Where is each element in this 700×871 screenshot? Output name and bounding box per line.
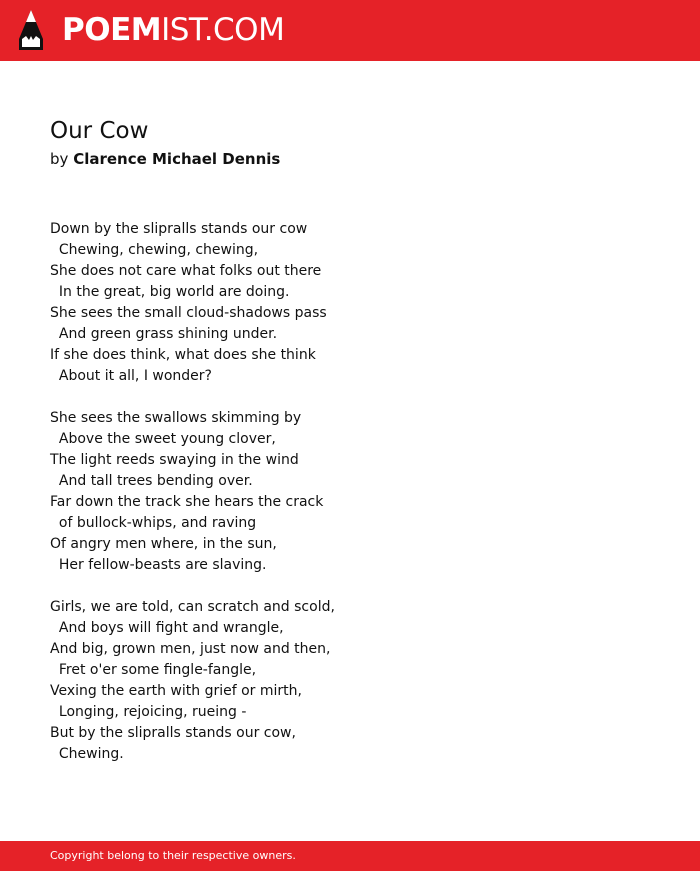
poem-line: Of angry men where, in the sun, — [50, 536, 277, 552]
site-header — [0, 0, 700, 61]
poem-line: She sees the small cloud-shadows pass — [50, 305, 327, 321]
poem-line: And big, grown men, just now and then, — [50, 641, 331, 657]
poem-stanza — [50, 219, 450, 387]
poem-line: Fret o'er some fingle-fangle, — [50, 662, 257, 678]
brand-bold-text: POEM — [62, 12, 162, 48]
poem-line: She sees the swallows skimming by — [50, 410, 302, 426]
poem-title: Our Cow — [50, 118, 149, 144]
poem-body — [50, 219, 450, 786]
poem-line: Girls, we are told, can scratch and scold, — [50, 599, 335, 615]
pencil-tip-icon[interactable] — [18, 9, 44, 51]
poem-line: She does not care what folks out there — [50, 263, 322, 279]
poem-line: Far down the track she hears the crack — [50, 494, 324, 510]
author-name: Clarence Michael Dennis — [73, 150, 281, 168]
site-logo-text[interactable] — [62, 12, 284, 48]
poem-line: If she does think, what does she think — [50, 347, 316, 363]
poem-line: In the great, big world are doing. — [50, 284, 290, 300]
brand-light-text: IST.COM — [161, 12, 285, 48]
poem-line: Chewing. — [50, 746, 124, 762]
site-footer — [0, 841, 700, 871]
poem-line: Chewing, chewing, chewing, — [50, 242, 259, 258]
poem-line: About it all, I wonder? — [50, 368, 212, 384]
poem-line: Down by the slipralls stands our cow — [50, 221, 308, 237]
poem-line: And boys will fight and wrangle, — [50, 620, 284, 636]
poem-line: And tall trees bending over. — [50, 473, 253, 489]
poem-byline — [50, 149, 280, 169]
by-label: by — [50, 150, 69, 168]
poem-line: Vexing the earth with grief or mirth, — [50, 683, 302, 699]
poem-stanza — [50, 597, 450, 765]
poem-line: But by the slipralls stands our cow, — [50, 725, 296, 741]
copyright-text: Copyright belong to their respective owners. — [50, 849, 296, 862]
poem-stanza — [50, 408, 450, 576]
poem-line: Above the sweet young clover, — [50, 431, 276, 447]
poem-line: And green grass shining under. — [50, 326, 278, 342]
poem-line: Her fellow-beasts are slaving. — [50, 557, 267, 573]
poem-line: The light reeds swaying in the wind — [50, 452, 299, 468]
poem-line: of bullock-whips, and raving — [50, 515, 257, 531]
poem-line: Longing, rejoicing, rueing - — [50, 704, 247, 720]
